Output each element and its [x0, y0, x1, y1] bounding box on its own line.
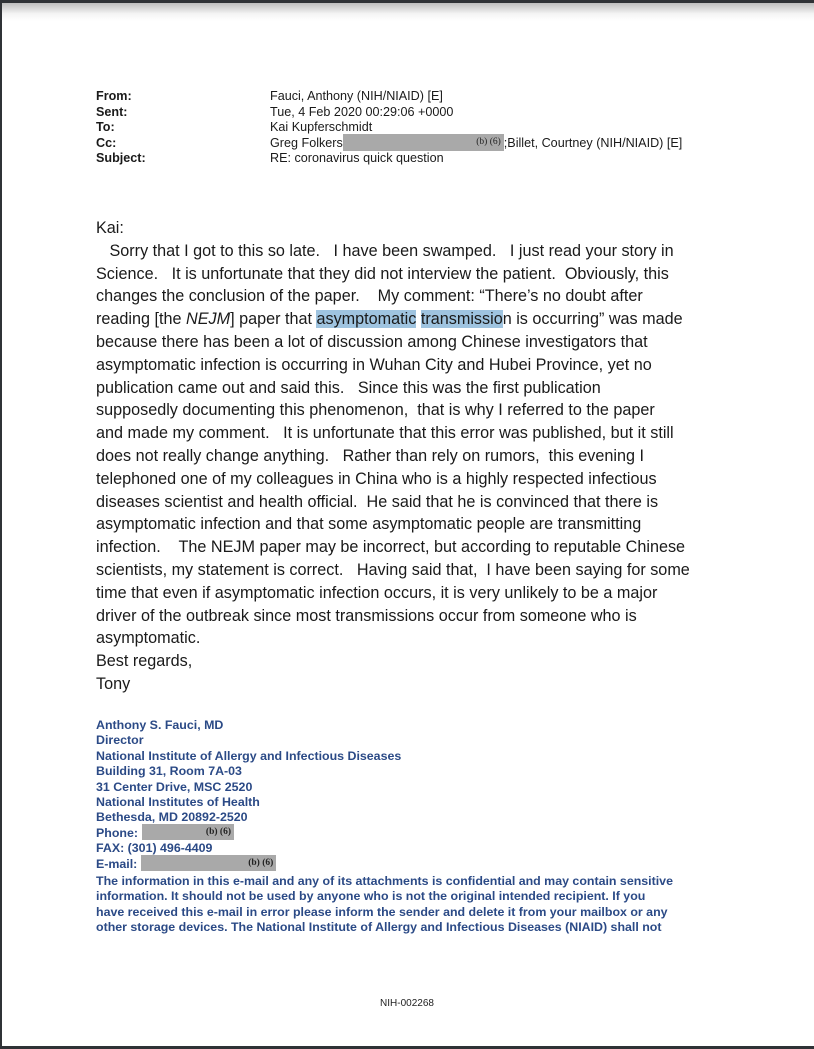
body-line-7: publication came out and said this. Since this was the first publication — [96, 378, 601, 397]
from-label: From: — [96, 89, 132, 103]
subject-label: Subject: — [96, 151, 146, 166]
body-line-2: Science. It is unfortunate that they did not interview the patient. Obviously, this — [96, 264, 669, 283]
nejm-italic: NEJM — [186, 310, 231, 329]
body-line-6: asymptomatic infection is occurring in Wuhan City and Hubei Province, yet no — [96, 355, 652, 374]
body-line-15: scientists, my statement is correct. Having said that, I have been saying for some — [96, 560, 690, 579]
signature-institute: National Institute of Allergy and Infectious Diseases — [96, 748, 402, 763]
body-line-16: time that even if asymptomatic infection occurs, it is very unlikely to be a major — [96, 583, 658, 602]
body-line-10: does not really change anything. Rather than rely on rumors, this evening I — [96, 446, 644, 465]
highlight-asymptomatic: asymptomatic — [316, 310, 417, 329]
email-body — [96, 217, 736, 696]
body-line-1: Sorry that I got to this so late. I have been swamped. I just read your story in — [96, 241, 674, 260]
body-line-5: because there has been a lot of discussion among Chinese investigators that — [96, 332, 648, 351]
signature-title: Director — [96, 733, 144, 748]
body-line-3: changes the conclusion of the paper. My comment: “There’s no doubt after — [96, 287, 643, 306]
body-line-12: diseases scientist and health official. He said that he is convinced that there is — [96, 492, 659, 511]
bates-number: NIH-002268 — [380, 998, 434, 1009]
window-left-border — [0, 0, 2, 1049]
line4-text: n is occurring” was made — [502, 310, 683, 329]
cc-name-folkers: Greg Folkers — [270, 135, 343, 150]
body-line-17: driver of the outbreak since most transmissions occur from someone who is — [96, 606, 637, 625]
cc-redaction-box: (b) (6) — [343, 134, 504, 151]
body-line-8: supposedly documenting this phenomenon, that is why I referred to the paper — [96, 401, 655, 420]
to-value: Kai Kupferschmidt — [270, 120, 373, 135]
signature-fax: FAX: (301) 496-4409 — [96, 841, 213, 856]
body-line-13: asymptomatic infection and that some asymptomatic people are transmitting — [96, 515, 642, 534]
body-line-9: and made my comment. It is unfortunate that this error was published, but it still — [96, 424, 674, 443]
signature-building: Building 31, Room 7A-03 — [96, 764, 242, 779]
email-redaction-box: (b) (6) — [141, 855, 276, 871]
phone-label: Phone: — [96, 825, 138, 840]
subject-value: RE: coronavirus quick question — [270, 151, 444, 166]
closing: Best regards, — [96, 652, 193, 671]
phone-redaction-box: (b) (6) — [142, 824, 234, 840]
line4-text: ] paper that — [230, 310, 317, 329]
body-line-18: asymptomatic. — [96, 629, 201, 648]
from-value: Fauci, Anthony (NIH/NIAID) [E] — [270, 89, 443, 103]
body-line-11: telephoned one of my colleagues in China who is a highly respected infectious — [96, 469, 657, 488]
to-label: To: — [96, 120, 115, 135]
cc-name-billet: ;Billet, Courtney (NIH/NIAID) [E] — [503, 135, 683, 150]
signature-city: Bethesda, MD 20892-2520 — [96, 810, 248, 825]
sent-label: Sent: — [96, 104, 128, 119]
email-label: E-mail: — [96, 856, 138, 871]
signature-org: National Institutes of Health — [96, 794, 260, 809]
line4-text: reading [the — [96, 310, 186, 329]
signature-name: Anthony S. Fauci, MD — [96, 718, 224, 732]
disclaimer-line-4: other storage devices. The National Institute of Allergy and Infectious Diseases (NIAID) shall not — [96, 920, 662, 935]
disclaimer-line-3: have received this e-mail in error please inform the sender and delete it from your mailbox or any — [96, 904, 668, 919]
disclaimer-line-2: information. It should not be used by anyone who is not the original intended recipient. If you — [96, 889, 646, 904]
body-line-14: infection. The NEJM paper may be incorrect, but according to reputable Chinese — [96, 538, 686, 557]
sent-value: Tue, 4 Feb 2020 00:29:06 +0000 — [270, 104, 454, 119]
page-top-shadow — [0, 3, 814, 21]
email-signature — [96, 718, 736, 935]
signature-street: 31 Center Drive, MSC 2520 — [96, 779, 253, 794]
body-line-4 — [96, 308, 736, 331]
signoff: Tony — [96, 674, 131, 693]
confidentiality-disclaimer — [96, 874, 736, 936]
cc-value — [270, 136, 682, 152]
highlight-transmission: transmissio — [420, 310, 503, 329]
signature-phone — [96, 826, 736, 841]
disclaimer-line-1: The information in this e-mail and any of its attachments is confidential and may contain sensitive — [96, 873, 673, 888]
signature-email — [96, 857, 736, 872]
salutation: Kai: — [96, 219, 124, 237]
cc-label: Cc: — [96, 135, 117, 150]
